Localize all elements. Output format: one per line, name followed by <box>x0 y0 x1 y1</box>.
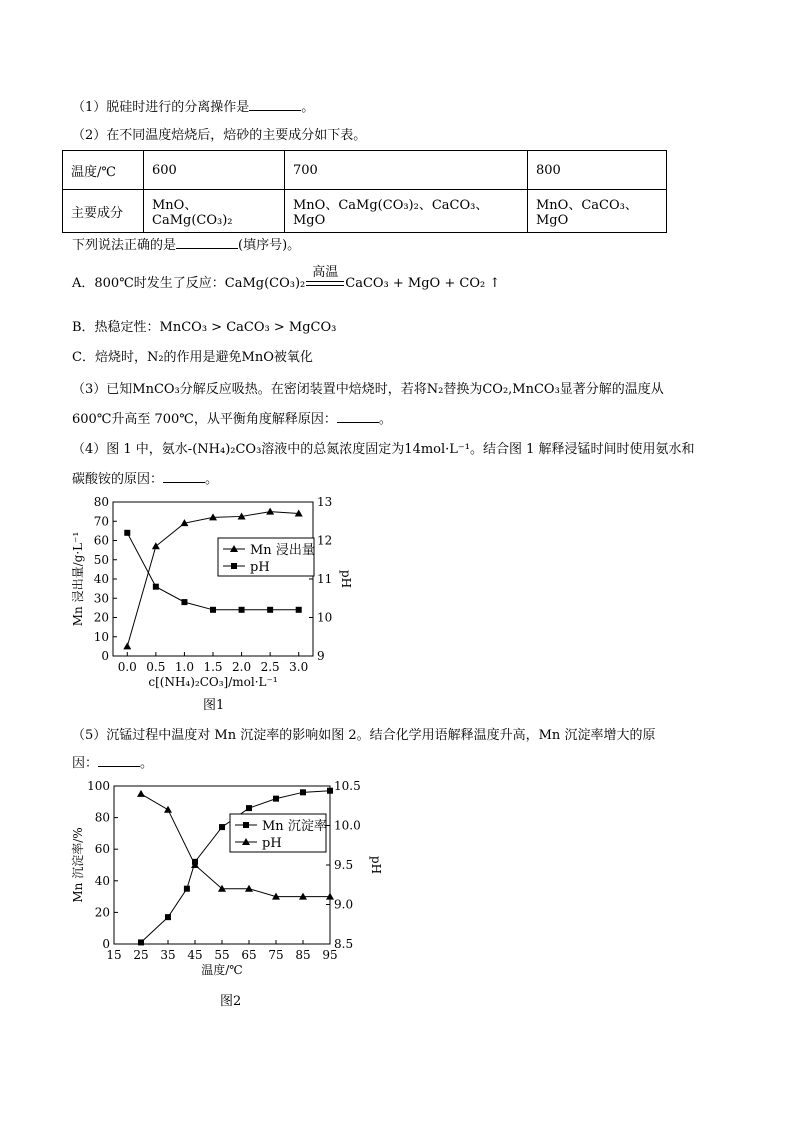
x-tick-label: 95 <box>322 948 338 962</box>
data-point <box>153 584 159 590</box>
question-4-end: 。 <box>205 472 219 487</box>
y-tick-label: 40 <box>93 572 109 586</box>
table-row <box>63 190 667 233</box>
condition-label: 高温 <box>312 265 339 280</box>
figure-1-caption: 图1 <box>203 698 225 713</box>
figure-1-chart <box>60 490 370 720</box>
data-point <box>299 893 307 900</box>
x-tick-label: 0.0 <box>117 660 137 674</box>
y-tick-label: 50 <box>93 552 109 567</box>
y-tick-label: 30 <box>93 591 109 606</box>
roasting-table <box>62 150 667 233</box>
question-2-prompt-text: 下列说法正确的是 <box>72 238 177 253</box>
option-a[interactable] <box>72 265 501 291</box>
x-tick-label: 3.0 <box>289 660 309 674</box>
y-tick-label: 60 <box>94 842 110 857</box>
x-tick-label: 1.0 <box>174 660 194 674</box>
data-point <box>273 796 279 802</box>
y-tick-label: 100 <box>87 779 110 793</box>
x-tick-label: 85 <box>295 948 311 962</box>
y-tick-label: 10 <box>93 629 109 644</box>
data-point <box>219 824 225 830</box>
data-point <box>124 530 130 536</box>
y2-tick-label: 10.5 <box>334 779 361 793</box>
y-tick-label: 80 <box>94 810 110 825</box>
series-line <box>127 512 298 647</box>
table-cell: MnO、CaMg(CO₃)₂、CaCO₃、MgO <box>285 190 528 233</box>
table-cell: 800 <box>528 151 667 190</box>
data-point <box>246 805 252 811</box>
question-1-text: （1）脱硅时进行的分离操作是 <box>72 100 250 115</box>
question-2-intro: （2）在不同温度焙烧后，焙砂的主要成分如下表。 <box>72 128 367 143</box>
table-cell: 600 <box>144 151 285 190</box>
figure-2-caption: 图2 <box>220 994 242 1009</box>
question-4-line-2 <box>72 468 218 487</box>
option-b[interactable]: B．热稳定性：MnCO₃ > CaCO₃ > MgCO₃ <box>72 320 337 335</box>
legend-marker <box>231 563 237 569</box>
data-point <box>300 789 306 795</box>
y-tick-label: 0 <box>102 937 110 951</box>
table-cell: MnO、CaMg(CO₃)₂ <box>144 190 285 233</box>
x-tick-label: 55 <box>214 948 230 962</box>
data-point <box>138 939 144 945</box>
plot-frame <box>114 786 330 944</box>
data-point <box>327 788 333 794</box>
question-3-line-1: （3）已知MnCO₃分解反应吸热。在密闭装置中焙烧时，若将N₂替换为CO₂,MnCO₃显著分解的温度从 <box>72 382 664 397</box>
legend-label: Mn 沉淀率 <box>262 819 327 834</box>
equals-sign <box>306 281 344 286</box>
data-point <box>326 893 334 900</box>
question-2-prompt-end: (填序号)。 <box>238 238 301 253</box>
y-tick-label: 20 <box>93 610 109 625</box>
x-tick-label: 75 <box>268 948 284 962</box>
table-cell: 主要成分 <box>63 190 144 233</box>
data-point <box>267 607 273 613</box>
y2-tick-label: 12 <box>317 533 333 548</box>
y-axis-title: Mn 沉淀率/% <box>71 827 85 903</box>
legend-label: Mn 浸出量 <box>250 543 315 558</box>
x-tick-label: 1.5 <box>203 660 223 674</box>
question-2-prompt <box>72 234 300 253</box>
legend-label: pH <box>250 560 270 575</box>
y2-tick-label: 13 <box>317 495 333 509</box>
question-5-end: 。 <box>140 756 154 771</box>
data-point <box>181 599 187 605</box>
answer-blank[interactable] <box>337 422 379 423</box>
y2-tick-label: 8.5 <box>334 937 354 951</box>
y2-tick-label: 11 <box>317 572 333 586</box>
answer-blank[interactable] <box>163 482 205 483</box>
data-point <box>296 607 302 613</box>
x-axis-title: 温度/℃ <box>201 963 243 977</box>
legend-label: pH <box>262 836 282 851</box>
table-cell: 温度/℃ <box>63 151 144 190</box>
y2-tick-label: 9.5 <box>334 858 354 872</box>
x-tick-label: 25 <box>133 948 149 962</box>
reaction-condition <box>305 265 345 291</box>
x-axis-title: c[(NH₄)₂CO₃]/mol·L⁻¹ <box>148 675 278 689</box>
y2-tick-label: 9.0 <box>334 897 354 912</box>
x-tick-label: 45 <box>187 948 203 962</box>
y-tick-label: 70 <box>93 514 109 529</box>
y2-axis-title: pH <box>339 569 353 589</box>
x-tick-label: 65 <box>241 948 257 962</box>
y-tick-label: 80 <box>93 495 109 509</box>
question-3-line-2 <box>72 408 392 427</box>
x-tick-label: 35 <box>160 948 176 962</box>
data-point <box>152 542 160 549</box>
plot-frame <box>113 502 313 656</box>
data-point <box>164 806 172 813</box>
question-3-end: 。 <box>378 412 392 427</box>
question-1 <box>72 96 314 115</box>
data-point <box>239 607 245 613</box>
question-5-line-2 <box>72 752 153 771</box>
data-point <box>210 607 216 613</box>
y-axis-title: Mn 浸出量/g·L⁻¹ <box>71 531 85 627</box>
y-tick-label: 20 <box>94 905 110 920</box>
y-tick-label: 60 <box>93 533 109 548</box>
answer-blank[interactable] <box>98 766 140 767</box>
x-tick-label: 2.0 <box>232 660 252 674</box>
y-tick-label: 40 <box>94 873 110 888</box>
question-1-end: 。 <box>301 100 315 115</box>
data-point <box>184 886 190 892</box>
option-a-text: A．800℃时发生了反应：CaMg(CO₃)₂ <box>72 276 306 291</box>
table-row <box>63 151 667 190</box>
figure-2-chart <box>60 772 390 994</box>
option-a-products: CaCO₃ + MgO + CO₂ ↑ <box>345 276 501 291</box>
table-cell: 700 <box>285 151 528 190</box>
x-tick-label: 15 <box>106 948 122 962</box>
question-4-line-2-text: 碳酸铵的原因： <box>72 472 164 487</box>
data-point <box>165 914 171 920</box>
data-point <box>123 642 131 649</box>
question-3-line-2-text: 600℃升高至 700℃，从平衡角度解释原因： <box>72 412 337 427</box>
y2-tick-label: 9 <box>317 649 325 663</box>
answer-blank[interactable] <box>249 110 301 111</box>
question-4-line-1: （4）图 1 中，氨水-(NH₄)₂CO₃溶液中的总氮浓度固定为14mol·L⁻¹。结合图 1 解释浸锰时间时使用氨水和 <box>72 442 695 457</box>
legend-marker <box>243 822 249 828</box>
x-tick-label: 0.5 <box>146 660 166 674</box>
data-point <box>266 508 274 515</box>
y-tick-label: 0 <box>101 649 109 663</box>
y2-axis-title: pH <box>369 855 383 875</box>
question-5-line-1: （5）沉锰过程中温度对 Mn 沉淀率的影响如图 2。结合化学用语解释温度升高，Mn 沉淀率增大的原 <box>72 728 656 743</box>
question-5-line-2-text: 因： <box>72 756 99 771</box>
data-point <box>137 790 145 797</box>
answer-blank[interactable] <box>176 248 238 249</box>
x-tick-label: 2.5 <box>260 660 280 674</box>
y2-tick-label: 10 <box>317 610 333 625</box>
option-c[interactable]: C．焙烧时，N₂的作用是避免MnO被氧化 <box>72 350 313 365</box>
y2-tick-label: 10.0 <box>334 818 361 833</box>
table-cell: MnO、CaCO₃、MgO <box>528 190 667 233</box>
